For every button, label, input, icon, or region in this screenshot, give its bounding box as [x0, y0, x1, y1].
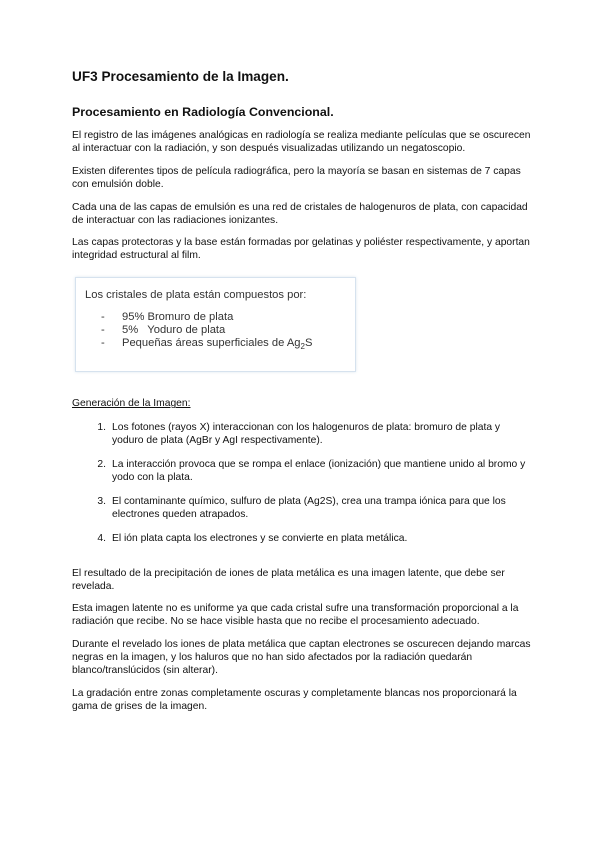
composition-item [85, 337, 355, 353]
list-item [72, 422, 532, 448]
list-dash: - [101, 337, 105, 350]
paragraph-registro: El registro de las imágenes analógicas en radiología se realiza mediante películas que se oscurecen al interactuar con la radiación, y son después visualizadas utilizando un negatoscopio. [72, 130, 531, 154]
generation-heading: Generación de la Imagen: [72, 398, 191, 410]
document-page [72, 68, 532, 724]
step-text: Los fotones (rayos X) interaccionan con los halogenuros de plata: bromuro de plata y yoduro de plata (AgBr y AgI respectivamente). [112, 422, 501, 447]
paragraph-capas-emulsion: Cada una de las capas de emulsión es una red de cristales de halogenuros de plata, con capacidad de interactuar con las radiaciones ionizantes. [72, 201, 528, 226]
composition-text-main: Pequeñas áreas superficiales de Ag [122, 337, 301, 350]
paragraph-resultado: El resultado de la precipitación de iones de plata metálica es una imagen latente, que debe ser revelada. [72, 567, 505, 592]
paragraph-tipos-pelicula: Existen diferentes tipos de película radiográfica, pero la mayoría se basan en sistemas de 7 capas con emulsión doble. [72, 165, 521, 190]
paragraph-capas-protectoras: Las capas protectoras y la base están formadas por gelatinas y poliéster respectivamente, y aportan integridad estructural al film. [72, 237, 530, 262]
step-number: 1. [97, 422, 106, 434]
step-number: 2. [97, 459, 106, 471]
paragraph-gradacion: La gradación entre zonas completamente oscuras y completamente blancas nos proporcionará la gama de grises de la imagen. [72, 687, 517, 712]
step-text: La interacción provoca que se rompa el enlace (ionización) que mantiene unido al bromo y yodo con la plata. [112, 459, 526, 483]
composition-item [85, 324, 355, 337]
subscript: 2 [300, 342, 305, 352]
section-title: Procesamiento en Radiología Convencional. [72, 105, 334, 119]
composition-text [122, 337, 312, 353]
list-item [72, 496, 532, 522]
composition-list [85, 311, 355, 353]
crystal-composition-figure [75, 277, 356, 372]
list-dash: - [101, 324, 105, 337]
step-number: 3. [97, 495, 106, 507]
list-dash: - [101, 311, 105, 324]
generation-steps-list [72, 422, 532, 545]
composition-text-tail: S [304, 337, 313, 350]
document-title: UF3 Procesamiento de la Imagen. [72, 69, 289, 84]
list-item [72, 459, 532, 485]
step-number: 4. [97, 532, 106, 544]
step-text: El ión plata capta los electrones y se convierte en plata metálica. [112, 532, 408, 544]
composition-text: 95% Bromuro de plata [122, 311, 234, 324]
paragraph-imagen-latente: Esta imagen latente no es uniforme ya que cada cristal sufre una transformación proporcional a la radiación que recibe. No se hace visible hasta que no recibe el procesamiento adecuado. [72, 603, 519, 628]
step-text: El contaminante químico, sulfuro de plata (Ag2S), crea una trampa iónica para que los electrones queden atrapados. [112, 495, 506, 520]
composition-item [85, 311, 355, 324]
list-item [72, 533, 532, 546]
figure-title: Los cristales de plata están compuestos por: [85, 289, 307, 302]
paragraph-revelado: Durante el revelado los iones de plata metálica que captan electrones se oscurecen dejando marcas negras en la imagen, y los haluros que no han sido afectados por la radiación quedarán blanco/translúcidos (sin alterar). [72, 639, 531, 677]
composition-text: 5% Yoduro de plata [122, 324, 226, 337]
